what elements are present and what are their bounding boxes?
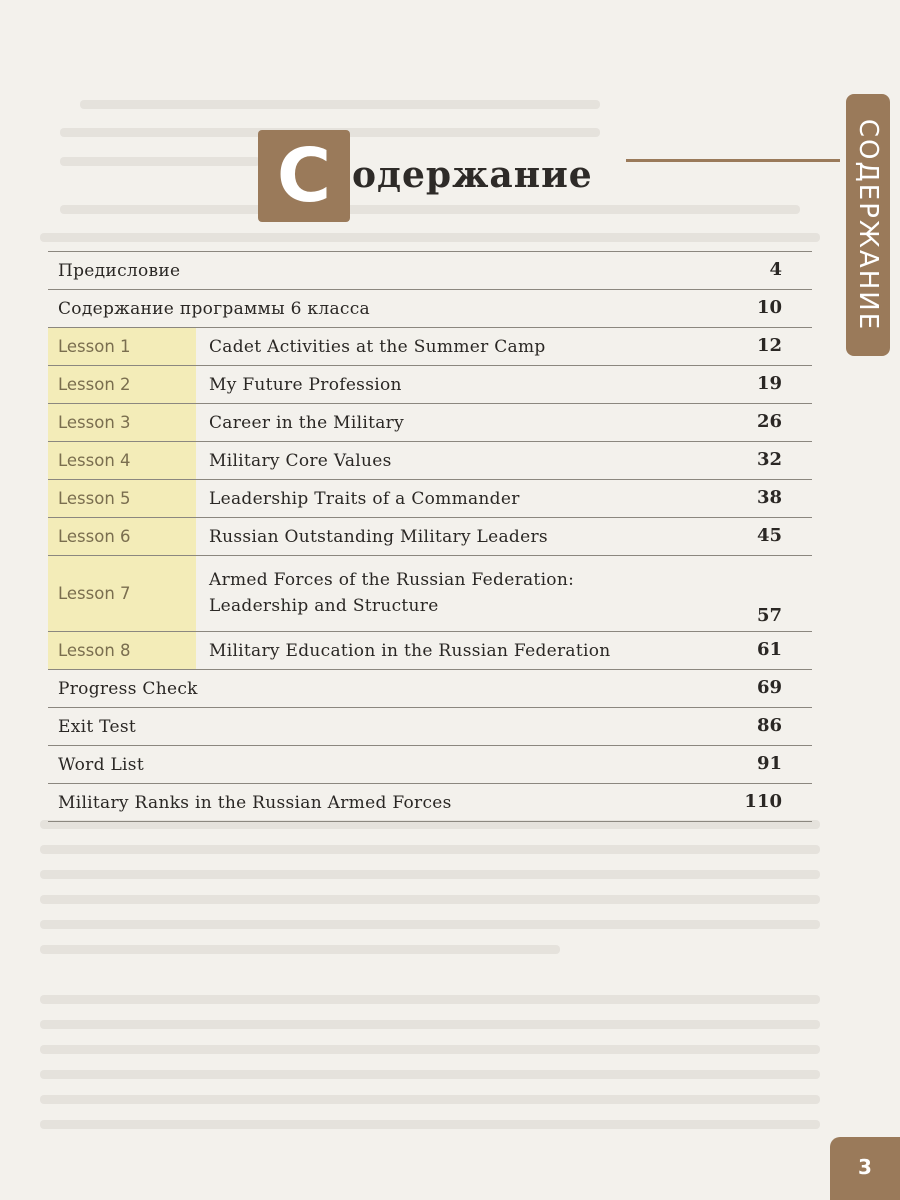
table-of-contents [48,251,812,822]
lesson-label: Lesson 6 [48,518,196,555]
toc-row-lesson-7[interactable] [48,556,812,632]
toc-label: Military Ranks in the Russian Armed Forces [58,793,452,813]
toc-page-number: 12 [756,335,782,356]
lesson-label: Lesson 8 [48,632,196,669]
side-section-tab-label: СОДЕРЖАНИЕ [853,118,883,332]
toc-page-number: 10 [756,297,782,318]
toc-row-progress-check[interactable] [48,670,812,708]
toc-label: Предисловие [58,261,181,281]
toc-row-lesson-3[interactable] [48,404,812,442]
toc-label: Progress Check [58,679,198,699]
lesson-title: Cadet Activities at the Summer Camp [209,337,546,357]
page-number: 3 [858,1155,872,1179]
toc-row-word-list[interactable] [48,746,812,784]
lesson-title: Leadership Traits of a Commander [209,489,520,509]
toc-row-military-ranks[interactable] [48,784,812,822]
toc-page-number: 69 [756,677,782,698]
lesson-title: Military Education in the Russian Federation [209,641,611,661]
toc-row-lesson-5[interactable] [48,480,812,518]
toc-page-number: 38 [756,487,782,508]
lesson-label: Lesson 4 [48,442,196,479]
toc-page-number: 110 [744,791,782,812]
lesson-title-line-2: Leadership and Structure [209,596,439,616]
title-text: одержание [352,154,593,196]
toc-row-lesson-2[interactable] [48,366,812,404]
toc-page-number: 91 [756,753,782,774]
toc-page-number: 32 [756,449,782,470]
toc-page-number: 26 [756,411,782,432]
title-initial-letter: С [258,130,350,222]
toc-row-lesson-4[interactable] [48,442,812,480]
toc-page-number: 4 [769,259,782,280]
lesson-label: Lesson 2 [48,366,196,403]
lesson-label: Lesson 7 [48,556,196,631]
lesson-title: Career in the Military [209,413,404,433]
toc-page-number: 57 [756,605,782,626]
toc-row-program[interactable] [48,290,812,328]
toc-row-exit-test[interactable] [48,708,812,746]
toc-label: Exit Test [58,717,137,737]
toc-row-lesson-8[interactable] [48,632,812,670]
lesson-label: Lesson 5 [48,480,196,517]
toc-row-lesson-1[interactable] [48,328,812,366]
lesson-title: Russian Outstanding Military Leaders [209,527,548,547]
toc-page-number: 45 [756,525,782,546]
toc-label: Word List [58,755,144,775]
lesson-label: Lesson 3 [48,404,196,441]
toc-row-preface[interactable] [48,251,812,290]
lesson-title: My Future Profession [209,375,402,395]
toc-row-lesson-6[interactable] [48,518,812,556]
toc-page-number: 19 [756,373,782,394]
lesson-title-line-1: Armed Forces of the Russian Federation: [209,570,575,590]
toc-label: Содержание программы 6 класса [58,299,370,319]
lesson-title [209,567,679,619]
toc-page-number: 86 [756,715,782,736]
toc-page-number: 61 [756,639,782,660]
lesson-title: Military Core Values [209,451,392,471]
title-rule [626,159,840,162]
lesson-label: Lesson 1 [48,328,196,365]
